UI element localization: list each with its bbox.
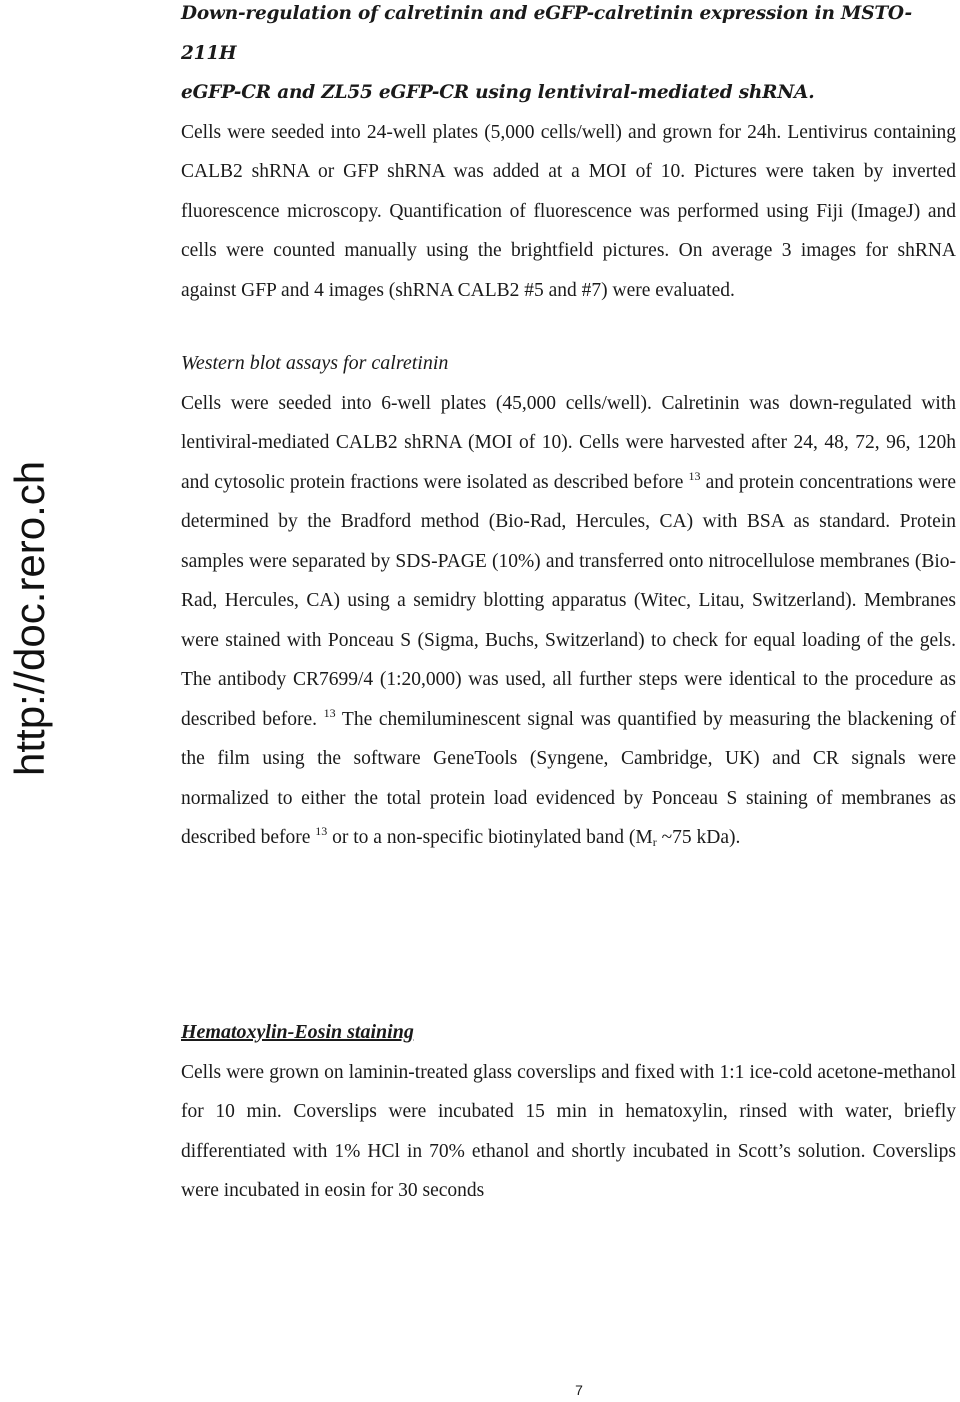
paragraph-text: The chemiluminescent signal was quantified by measuring the blackening of the film using the software GeneTools (Syngene, Cambridge, UK) and CR signals were normalized to either the total protein load evidenced by Ponceau S staining of membranes as described before	[181, 708, 956, 848]
citation-reference: 13	[688, 468, 701, 483]
section-paragraph: Cells were grown on laminin-treated glass coverslips and fixed with 1:1 ice-cold acetone-methanol for 10 min. Coverslips were incubated 15 min in hematoxylin, rinsed with water, briefly differentiated with 1% HCl in 70% ethanol and shortly incubated in Scott’s solution. Coverslips were incubated in eosin for 30 seconds	[181, 1061, 956, 1201]
section-shrna-downregulation	[181, 0, 956, 310]
repository-watermark	[2, 420, 53, 780]
paragraph-text: and protein concentrations were determined by the Bradford method (Bio-Rad, Hercules, CA) with BSA as standard. Protein samples were separated by SDS-PAGE (10%) and transferred onto nitrocellulose membranes (Bio-Rad, Hercules, CA) using a semidry blotting apparatus (Witec, Litau, Switzerland). Membranes were stained with Ponceau S (Sigma, Buchs, Switzerland) to check for equal loading of the gels. The antibody CR7699/4 (1:20,000) was used, all further steps were identical to the procedure as described before.	[181, 471, 957, 730]
paragraph-text: Cells were seeded into 6-well plates (45,000 cells/well). Calretinin was down-regulated with lentiviral-mediated CALB2 shRNA (MOI of 10). Cells were harvested after 24, 48, 72, 96, 120h and cytosolic protein fractions were isolated as described before	[181, 392, 956, 493]
section-heading: Hematoxylin-Eosin staining	[181, 1021, 414, 1043]
page-number: 7	[575, 1382, 583, 1398]
paragraph-text: or to a non-specific biotinylated band (M	[327, 827, 653, 848]
subscript-text: r	[652, 835, 657, 849]
section-hematoxylin-eosin	[181, 1013, 956, 1211]
section-heading-line-2: eGFP-CR and ZL55 eGFP-CR using lentiviral-mediated shRNA.	[181, 82, 815, 103]
citation-reference: 13	[323, 705, 336, 720]
section-heading-line-1: Down-regulation of calretinin and eGFP-calretinin expression in MSTO-211H	[181, 3, 913, 64]
watermark-text: http://doc.rero.ch	[6, 460, 53, 776]
citation-reference: 13	[315, 824, 328, 838]
section-paragraph	[181, 384, 956, 858]
paragraph-text: ~75 kDa).	[656, 827, 741, 848]
section-paragraph: Cells were seeded into 24-well plates (5,000 cells/well) and grown for 24h. Lentivirus containing CALB2 shRNA or GFP shRNA was added at a MOI of 10. Pictures were taken by inverted fluorescence microscopy. Quantification of fluorescence was performed using Fiji (ImageJ) and cells were counted manually using the brightfield pictures. On average 3 images for shRNA against GFP and 4 images (shRNA CALB2 #5 and #7) were evaluated.	[181, 121, 956, 301]
section-western-blot	[181, 344, 956, 858]
section-heading: Western blot assays for calretinin	[181, 352, 449, 374]
